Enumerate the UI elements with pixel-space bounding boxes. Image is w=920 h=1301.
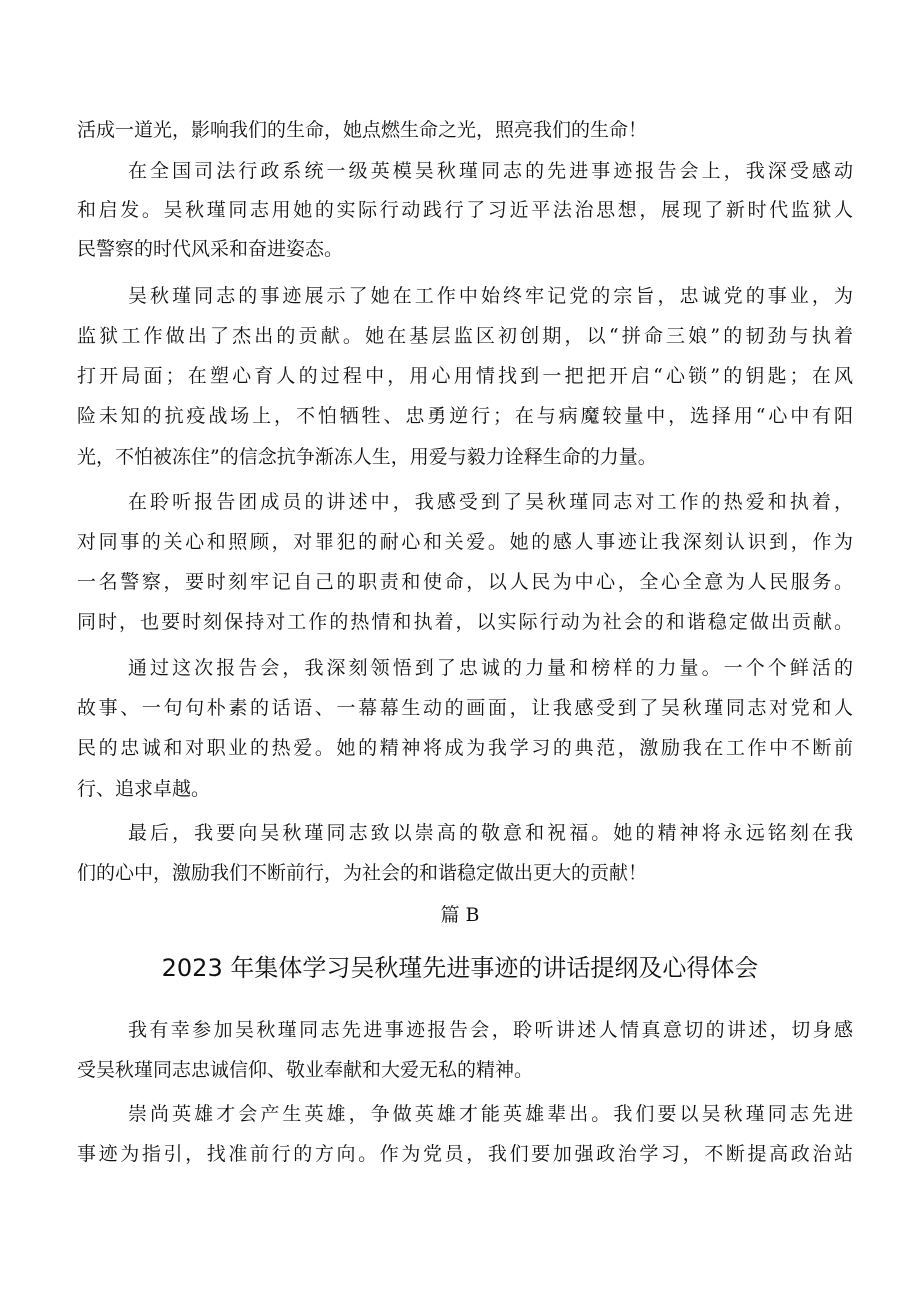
document-title: 2023 年集体学习吴秋瑾先进事迹的讲话提纲及心得体会: [161, 954, 759, 982]
paragraph-line: 光，不怕被冻住”的信念抗争渐冻人生，用爱与毅力诠释生命的力量。: [77, 446, 657, 468]
paragraph-line: 我有幸参加吴秋瑾同志先进事迹报告会，聆听讲述人情真意切的讲述，切身感: [128, 1019, 853, 1041]
paragraph-line: 受吴秋瑾同志忠诚信仰、敬业奉献和大爱无私的精神。: [77, 1059, 534, 1081]
paragraph-line: 活成一道光，影响我们的生命，她点燃生命之光，照亮我们的生命！: [77, 119, 648, 141]
paragraph-line: 崇尚英雄才会产生英雄，争做英雄才能英雄辈出。我们要以吴秋瑾同志先进: [128, 1103, 853, 1125]
paragraph-line: 故事、一句句朴素的话语、一幕幕生动的画面，让我感受到了吴秋瑾同志对党和人: [77, 697, 853, 719]
paragraph-line: 事迹为指引，找准前行的方向。作为党员，我们要加强政治学习，不断提高政治站: [77, 1143, 853, 1165]
paragraph-line: 们的心中，激励我们不断前行，为社会的和谐稳定做出更大的贡献！: [77, 862, 648, 884]
section-label: 篇 B: [440, 904, 480, 926]
paragraph-line: 监狱工作做出了杰出的贡献。她在基层监区初创期，以“拼命三娘”的韧劲与执着: [77, 325, 853, 347]
paragraph-line: 民的忠诚和对职业的热爱。她的精神将成为我学习的典范，激励我在工作中不断前: [77, 737, 853, 759]
paragraph-line: 在全国司法行政系统一级英模吴秋瑾同志的先进事迹报告会上，我深受感动: [128, 160, 853, 182]
paragraph-line: 和启发。吴秋瑾同志用她的实际行动践行了习近平法治思想，展现了新时代监狱人: [77, 199, 853, 221]
paragraph-line: 打开局面；在塑心育人的过程中，用心用情找到一把把开启“心锁”的钥匙；在风: [77, 365, 853, 387]
paragraph-line: 最后，我要向吴秋瑾同志致以崇高的敬意和祝福。她的精神将永远铭刻在我: [128, 822, 853, 844]
paragraph-line: 一名警察，要时刻牢记自己的职责和使命，以人民为中心，全心全意为人民服务。: [77, 571, 853, 593]
paragraph-line: 险未知的抗疫战场上，不怕牺牲、忠勇逆行；在与病魔较量中，选择用“心中有阳: [77, 405, 853, 427]
paragraph-line: 对同事的关心和照顾，对罪犯的耐心和关爱。她的感人事迹让我深刻认识到，作为: [77, 531, 853, 553]
paragraph-line: 民警察的时代风采和奋进姿态。: [77, 238, 344, 260]
paragraph-line: 行、追求卓越。: [77, 778, 211, 800]
paragraph-line: 通过这次报告会，我深刻领悟到了忠诚的力量和榜样的力量。一个个鲜活的: [128, 657, 853, 679]
paragraph-line: 吴秋瑾同志的事迹展示了她在工作中始终牢记党的宗旨，忠诚党的事业，为: [128, 285, 853, 307]
paragraph-line: 在聆听报告团成员的讲述中，我感受到了吴秋瑾同志对工作的热爱和执着，: [128, 491, 853, 513]
paragraph-line: 同时，也要时刻保持对工作的热情和执着，以实际行动为社会的和谐稳定做出贡献。: [77, 611, 853, 633]
